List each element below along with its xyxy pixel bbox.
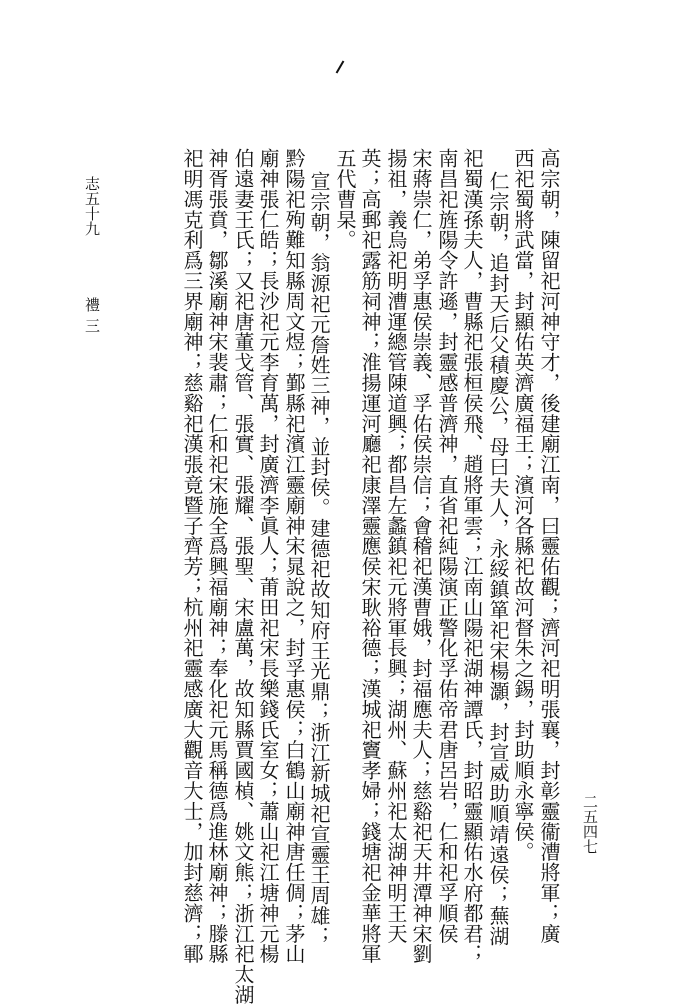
column-12: 廟神張仁皓；長沙祀元李育萬，封廣濟李眞人；莆田祀宋長樂錢氏室女；蕭山祀江塘神元楊 <box>256 148 280 964</box>
section-label: 禮三 <box>83 297 101 339</box>
column-15: 祀明馮克利爲三界廟神；慈谿祀漢張竟暨子齊芳；杭州祀靈感廣大觀音大士，加封慈濟；鄆 <box>180 148 204 964</box>
column-5: 南昌祀旌陽令許遜，封靈感普濟神，直省祀純陽演正警化孚佑帝君唐呂岩，仁和祀孚順侯 <box>435 148 459 944</box>
column-2: 西祀蜀將武當，封顯佑英濟廣福王；濱河各縣祀故河督朱之錫，封助順永寧侯。 <box>511 148 535 862</box>
column-7: 揚祖，義烏祀明漕運總管陳道興；都昌左蠡鎮祀元將軍長興；湖州、蘇州祀太湖神明王天 <box>384 148 408 944</box>
column-10: 宣宗朝，翁源祀元詹姓三神，並封侯。建德祀故知府王光鼎；浙江新城祀宣靈王周雄； <box>307 171 331 947</box>
column-6: 宋蔣崇仁，弟孚惠侯崇義、孚佑侯崇信；會稽祀漢曹娥，封福應夫人；慈谿祀天井潭神宋劉 <box>409 148 433 964</box>
column-1: 高宗朝，陳留祀河神守才，後建廟江南，曰靈佑觀；濟河祀明張襄，封彰靈衞漕將軍；廣 <box>537 148 561 944</box>
column-9: 五代曹杲。 <box>333 148 357 250</box>
column-4: 祀蜀漢孫夫人，曹縣祀張桓侯飛、趙將軍雲；江南山陽祀湖神譚氏，封昭靈顯佑水府都君； <box>460 148 484 964</box>
chapter-label: 志五十九 <box>83 176 101 236</box>
column-11: 黔陽祀殉難知縣周文煜；鄞縣祀濱江靈廟神宋晁說之，封孚惠侯；白鶴山廟神唐任倜；茅山 <box>282 148 306 964</box>
column-14: 神胥張賁，鄒溪廟神宋裴肅；仁和祀宋施全爲興福廟神；奉化祀元馬稱德爲進林廟神；滕縣 <box>205 148 229 964</box>
column-8: 英；高郵祀露筋祠神；淮揚運河廳祀康澤靈應侯宋耿裕德；漢城祀竇孝婦；錢塘祀金華將軍 <box>358 148 382 964</box>
column-3: 仁宗朝，追封天后父積慶公，母曰夫人，永綏鎮箪祀宋楊灝，封宣威助順靖遠侯；蕪湖 <box>486 171 510 947</box>
column-13: 伯遠妻王氏；又祀唐董戈管、張實、張耀、張聖、宋盧萬，故知縣賈國楨、姚文熊；浙江祀太湖 <box>231 148 255 1005</box>
stray-ink-mark <box>336 60 345 73</box>
page-number: 二五四七 <box>581 794 599 854</box>
